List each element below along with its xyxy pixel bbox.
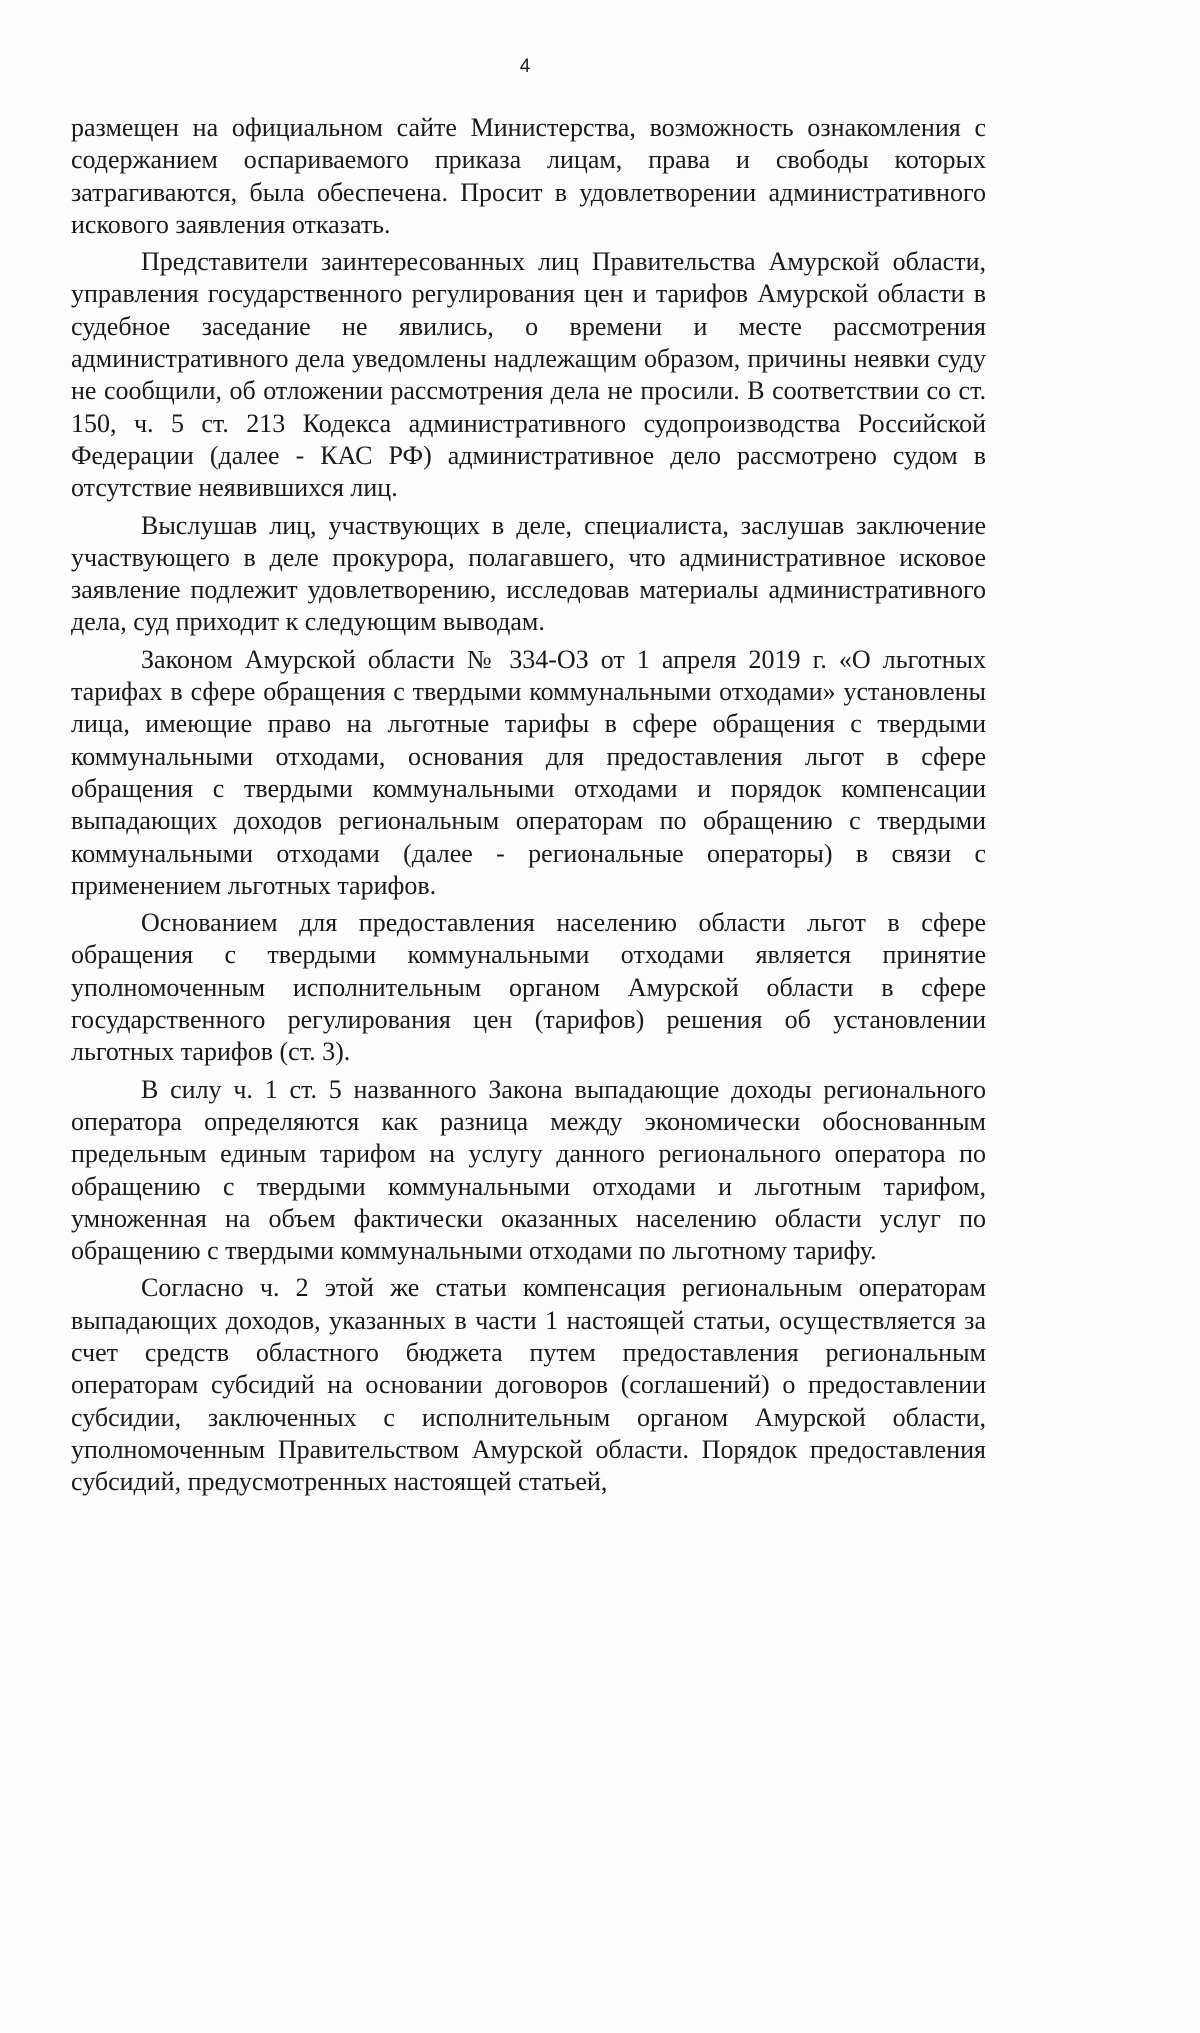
page-number: 4: [519, 56, 531, 77]
paragraph-hearing-conclusion: Выслушав лиц, участвующих в деле, специалиста, заслушав заключение участвующего в деле прокурора, полагавшего, что административное исковое заявление подлежит удовлетворению, исследовав материалы административного дела, суд приходит к следующим выводам.: [71, 510, 986, 637]
paragraph-article-5-part-2: Согласно ч. 2 этой же статьи компенсация региональным операторам выпадающих доходов, указанных в части 1 настоящей статьи, осуществляется за счет средств областного бюджета путем предоставления региональным операторам субсидий на основании договоров (соглашений) о предоставлении субсидии, заключенных с исполнительным органом Амурской области, уполномоченным Правительством Амурской области. Порядок предоставления субсидий, предусмотренных настоящей статьей,: [71, 1273, 986, 1497]
paragraph-representatives-absent: Представители заинтересованных лиц Правительства Амурской области, управления государственного регулирования цен и тарифов Амурской области в судебное заседание не явились, о времени и месте рассмотрения административного дела уведомлены надлежащим образом, причины неявки суду не сообщили, об отложении рассмотрения дела не просили. В соответствии со ст. 150, ч. 5 ст. 213 Кодекса административного судопроизводства Российской Федерации (далее - КАС РФ) административное дело рассмотрено судом в отсутствие неявившихся лиц.: [71, 247, 986, 503]
paragraph-continuation: размещен на официальном сайте Министерства, возможность ознакомления с содержанием оспариваемого приказа лицам, права и свободы которых затрагиваются, была обеспечена. Просит в удовлетворении административного искового заявления отказать.: [71, 113, 986, 239]
paragraph-law-334: Законом Амурской области № 334-ОЗ от 1 апреля 2019 г. «О льготных тарифах в сфере обращения с твердыми коммунальными отходами» установлены лица, имеющие право на льготные тарифы в сфере обращения с твердыми коммунальными отходами, основания для предоставления льгот в сфере обращения с твердыми коммунальными отходами и порядок компенсации выпадающих доходов региональным операторам по обращению с твердыми коммунальными отходами (далее - региональные операторы) в связи с применением льготных тарифов.: [71, 644, 986, 900]
paragraph-basis-for-benefits: Основанием для предоставления населению области льгот в сфере обращения с твердыми коммунальными отходами является принятие уполномоченным исполнительным органом Амурской области в сфере государственного регулирования цен (тарифов) решения об установлении льготных тарифов (ст. 3).: [71, 908, 986, 1067]
paragraph-article-5-part-1: В силу ч. 1 ст. 5 названного Закона выпадающие доходы регионального оператора определяются как разница между экономически обоснованным предельным единым тарифом на услугу данного регионального оператора по обращению с твердыми коммунальными отходами и льготным тарифом, умноженная на объем фактически оказанных населению области услуг по обращению с твердыми коммунальными отходами по льготному тарифу.: [71, 1074, 986, 1266]
document-body: [71, 112, 986, 1503]
